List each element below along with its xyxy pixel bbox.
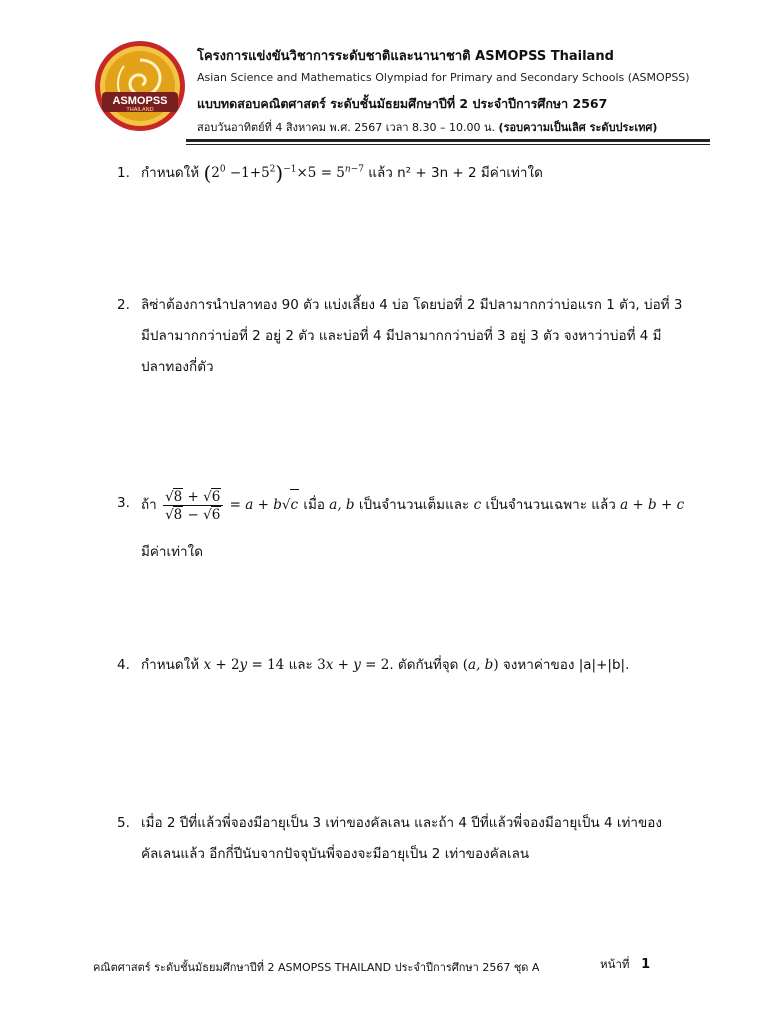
equation-2: 3x + y = 2 xyxy=(317,657,390,673)
exam-round: (รอบความเป็นเลิศ ระดับประเทศ) xyxy=(498,121,658,134)
expression-sum: a + b + c xyxy=(620,497,685,513)
logo-subtext: THAILAND xyxy=(126,107,154,113)
question-equation: $\frac{√8 + √6}{√8 - √6}$ = a + b√c xyxy=(165,489,299,523)
question-number: 2. xyxy=(117,297,130,313)
question-2 xyxy=(117,290,717,383)
question-text: ลิซ่าต้องการนำปลาทอง 90 ตัว แบ่งเลี้ยง 4 บ่อ โดยบ่อที่ 2 มีปลามากกว่าบ่อแรก 1 ตัว, บ่อที่ 3 xyxy=(141,297,683,313)
exam-date-line xyxy=(197,118,657,136)
question-number: 1. xyxy=(117,165,130,181)
question-3 xyxy=(117,488,717,568)
footer-text: คณิตศาสตร์ ระดับชั้นมัธยมศึกษาปีที่ 2 ASMOPSS THAILAND ประจำปีการศึกษา 2567 ชุด A xyxy=(93,961,540,974)
header-rule-thin xyxy=(186,144,710,145)
question-number: 5. xyxy=(117,815,130,831)
question-number: 3. xyxy=(117,495,130,511)
question-text: จงหาค่าของ xyxy=(502,657,575,673)
header-rule-thick xyxy=(186,139,710,142)
question-equation: $(2^0 -1+5^2)^{-1}\times 5 = 5^{n-7}$ xyxy=(203,161,364,185)
page-label: หน้าที่ xyxy=(600,957,630,971)
equation-1: x + 2y = 14 xyxy=(203,657,285,673)
question-text: ปลาทองกี่ตัว xyxy=(141,359,214,375)
question-text: มีค่าเท่าใด xyxy=(141,544,203,560)
variable-c: c xyxy=(473,497,482,513)
question-text: และ xyxy=(288,657,313,673)
question-text: . ตัดกันที่จุด xyxy=(389,657,459,673)
variables-ab: a, b xyxy=(329,497,355,513)
question-text: เป็นจำนวนเต็มและ xyxy=(358,497,470,513)
question-1 xyxy=(117,158,717,189)
exam-title: แบบทดสอบคณิตศาสตร์ ระดับชั้นมัธยมศึกษาปีที่ 2 ประจำปีการศึกษา 2567 xyxy=(197,96,608,111)
competition-title: โครงการแข่งขันวิชาการระดับชาติและนานาชาติ ASMOPSS Thailand xyxy=(197,49,614,64)
question-number: 4. xyxy=(117,657,130,673)
question-text: เมื่อ 2 ปีที่แล้วพี่จองมีอายุเป็น 3 เท่าของคัลเลน และถ้า 4 ปีที่แล้วพี่จองมีอายุเป็น 4 เท่าของ xyxy=(141,815,662,831)
question-text: ถ้า xyxy=(141,497,157,513)
asmopss-logo xyxy=(94,40,186,132)
expression-abs: |a|+|b|. xyxy=(578,657,630,673)
question-text: กำหนดให้ xyxy=(141,165,200,181)
competition-subtitle: Asian Science and Mathematics Olympiad for Primary and Secondary Schools (ASMOPSS) xyxy=(197,71,690,84)
question-text: เมื่อ xyxy=(303,497,325,513)
page-indicator xyxy=(600,956,650,974)
logo-text: ASMOPSS xyxy=(112,95,168,107)
question-text: มีปลามากกว่าบ่อที่ 2 อยู่ 2 ตัว และบ่อที่ 4 มีปลามากกว่าบ่อที่ 3 อยู่ 3 ตัว จงหาว่าบ่อที่ 4 มี xyxy=(141,328,662,344)
question-text: เป็นจำนวนเฉพาะ แล้ว xyxy=(485,497,616,513)
point-ab: (a, b) xyxy=(462,657,499,673)
question-text: คัลเลนแล้ว อีกกี่ปีนับจากปัจจุบันพี่จองจะมีอายุเป็น 2 เท่าของคัลเลน xyxy=(141,846,530,862)
page-number: 1 xyxy=(641,957,651,972)
exam-date: สอบวันอาทิตย์ที่ 4 สิงหาคม พ.ศ. 2567 เวลา 8.30 – 10.00 น. xyxy=(197,121,496,134)
question-4 xyxy=(117,650,717,681)
question-5 xyxy=(117,808,717,870)
question-text: กำหนดให้ xyxy=(141,657,200,673)
question-text: แล้ว n² + 3n + 2 มีค่าเท่าใด xyxy=(368,165,543,181)
